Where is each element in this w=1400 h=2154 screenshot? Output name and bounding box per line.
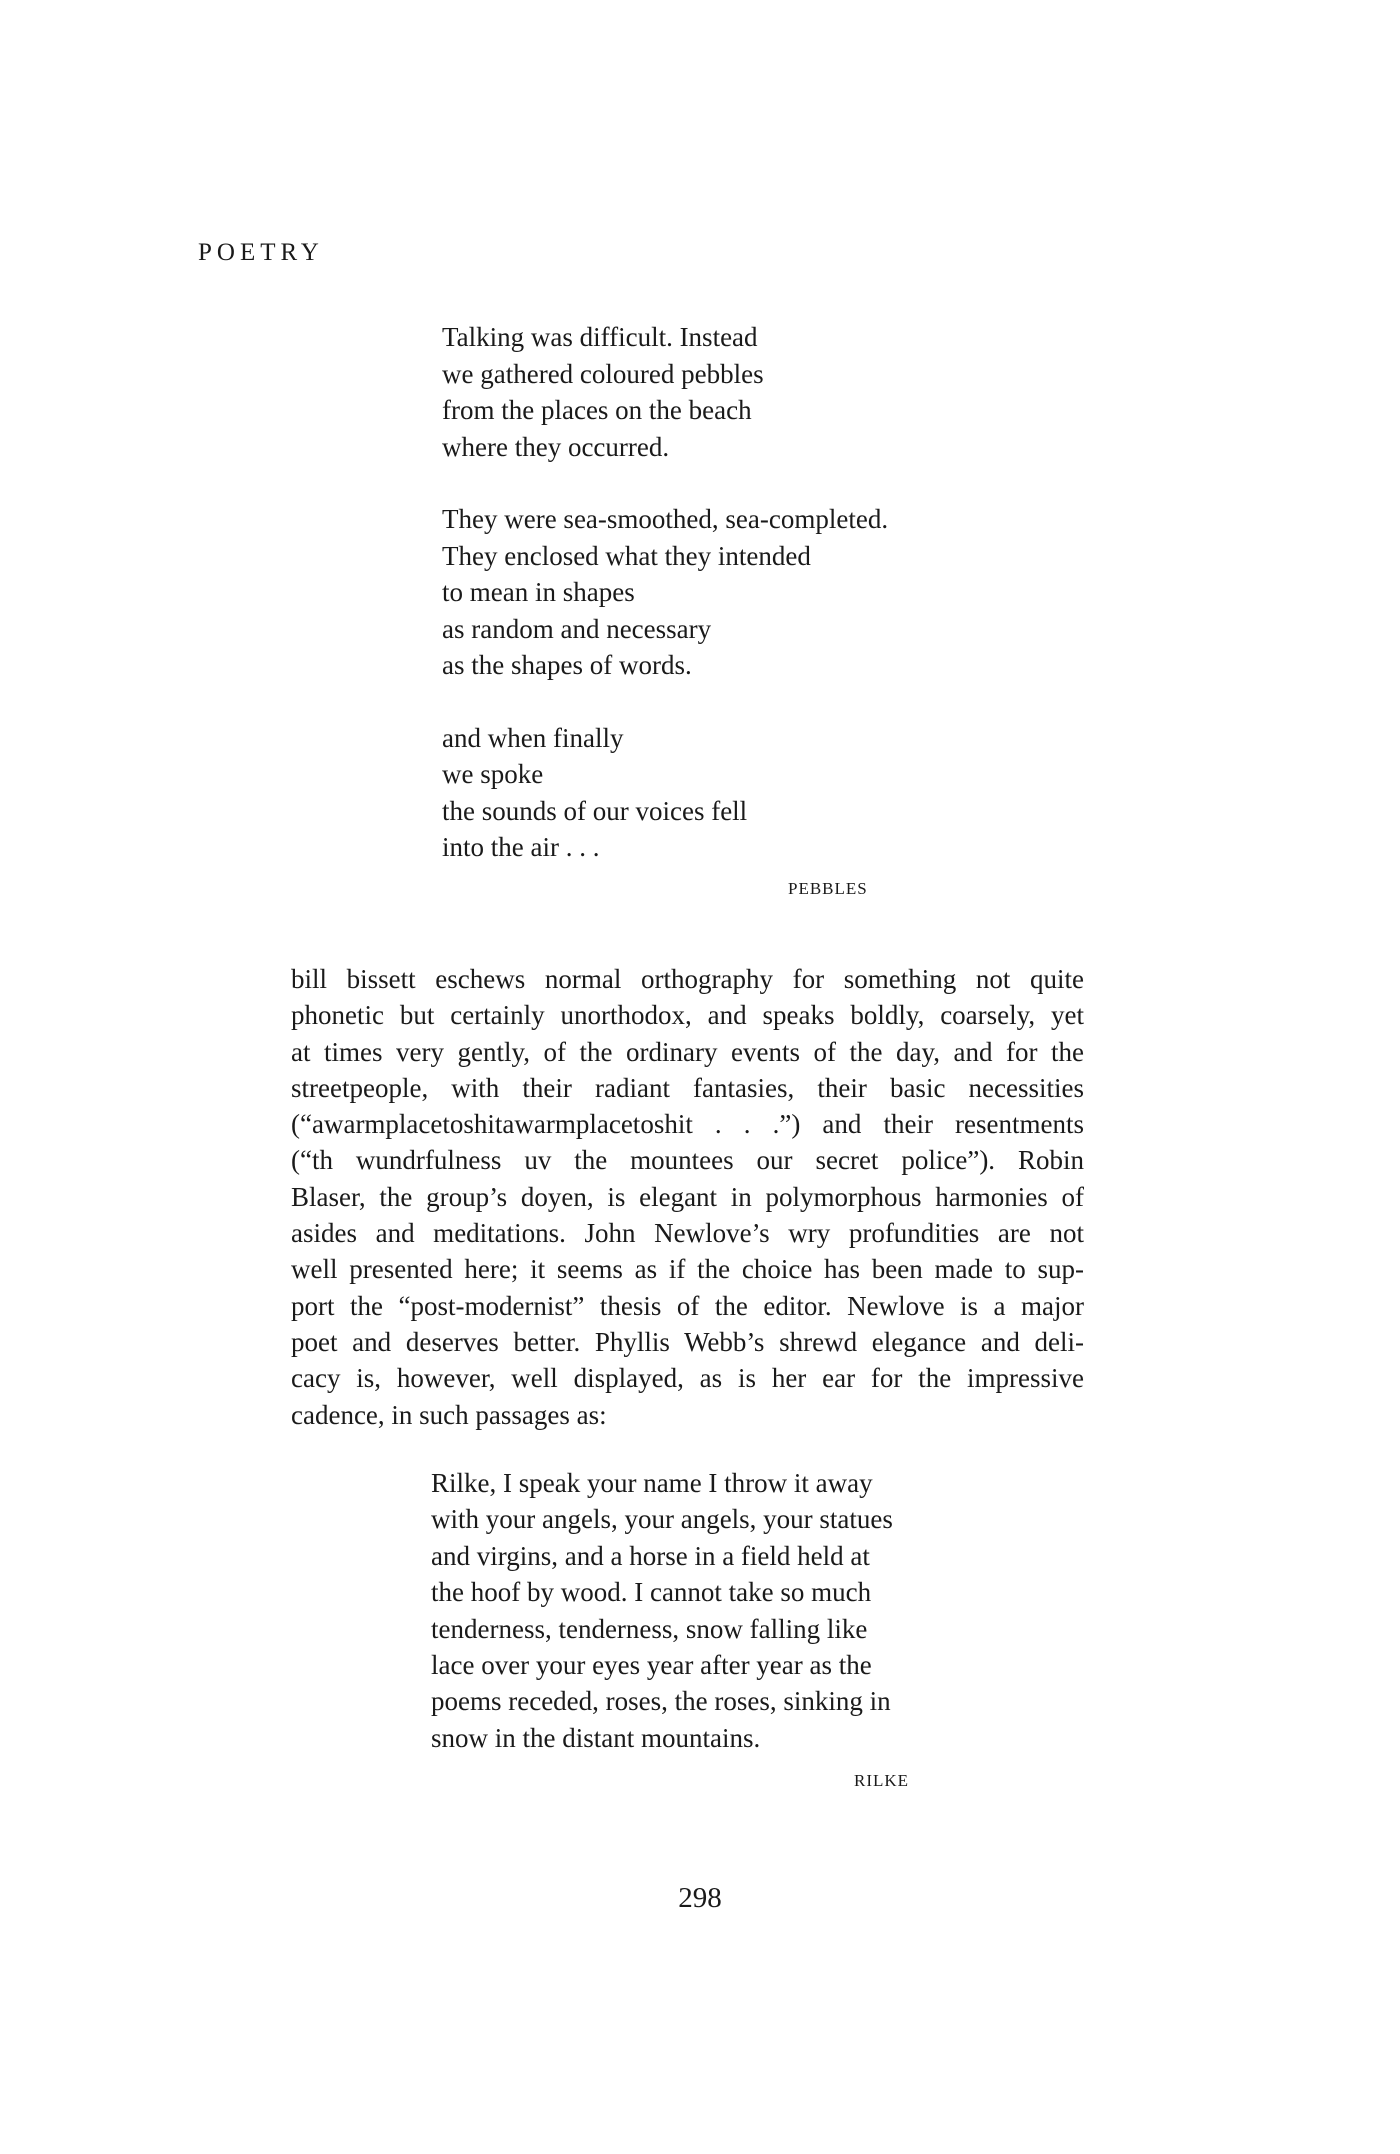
prose-line: poet and deserves better. Phyllis Webb’s shrewd elegance and deli-: [291, 1326, 1084, 1357]
prose-line: Blaser, the group’s doyen, is elegant in polymorphous harmonies of: [291, 1181, 1084, 1212]
prose-line: port the “post-modernist” thesis of the editor. Newlove is a major: [291, 1290, 1084, 1321]
poem-line: into the air . . .: [442, 832, 600, 862]
poem-line: with your angels, your angels, your statues: [431, 1504, 893, 1535]
poem-line: where they occurred.: [442, 431, 670, 462]
prose-line: bill bissett eschews normal orthography for something not quite: [291, 964, 1084, 994]
poem-line: lace over your eyes year after year as the: [431, 1650, 872, 1681]
poem-line: poems receded, roses, the roses, sinking in: [431, 1686, 891, 1717]
poem-line: from the places on the beach: [442, 395, 752, 425]
prose-line: cacy is, however, well displayed, as is her ear for the impressive: [291, 1363, 1084, 1394]
poem-line: as the shapes of words.: [442, 650, 692, 680]
prose-line: streetpeople, with their radiant fantasies, their basic necessities: [291, 1072, 1084, 1103]
prose-paragraph: [291, 961, 1084, 1433]
poem-line: and when finally: [442, 722, 624, 753]
prose-line: (“awarmplacetoshitawarmplacetoshit . . .”) and their resentments: [291, 1109, 1084, 1140]
poem-line: and virgins, and a horse in a field held at: [431, 1540, 870, 1571]
page-number: 298: [678, 1882, 722, 1914]
poem-line: tenderness, tenderness, snow falling like: [431, 1613, 868, 1644]
poem-line: snow in the distant mountains.: [431, 1722, 761, 1753]
poem-rilke: [431, 1465, 951, 1756]
poem-line: Rilke, I speak your name I throw it away: [431, 1468, 873, 1498]
running-head: POETRY: [198, 239, 324, 266]
prose-line: at times very gently, of the ordinary events of the day, and for the: [291, 1036, 1084, 1067]
poem-line: the hoof by wood. I cannot take so much: [431, 1577, 872, 1608]
poem-line: we spoke: [442, 759, 544, 789]
prose-line: phonetic but certainly unorthodox, and speaks boldly, coarsely, yet: [291, 1000, 1084, 1031]
poem-stanza: [442, 720, 962, 866]
prose-line: cadence, in such passages as:: [291, 1399, 607, 1430]
poem-line: They were sea-smoothed, sea-completed.: [442, 504, 889, 534]
poem-stanza: [442, 501, 962, 684]
poem-title-pebbles: PEBBLES: [788, 879, 868, 898]
poem-line: Talking was difficult. Instead: [442, 322, 758, 352]
poem-line: we gathered coloured pebbles: [442, 358, 764, 389]
poem-line: the sounds of our voices fell: [442, 795, 748, 826]
poem-line: They enclosed what they intended: [442, 540, 811, 571]
poem-line: as random and necessary: [442, 613, 712, 644]
poem-pebbles: [442, 319, 962, 866]
poem-title-rilke: RILKE: [854, 1771, 910, 1790]
poem-line: to mean in shapes: [442, 577, 635, 607]
prose-line: well presented here; it seems as if the choice has been made to sup-: [291, 1254, 1084, 1285]
prose-line: (“th wundrfulness uv the mountees our secret police”). Robin: [291, 1145, 1084, 1176]
poem-stanza: [442, 319, 962, 465]
prose-line: asides and meditations. John Newlove’s wry profundities are not: [291, 1218, 1084, 1249]
